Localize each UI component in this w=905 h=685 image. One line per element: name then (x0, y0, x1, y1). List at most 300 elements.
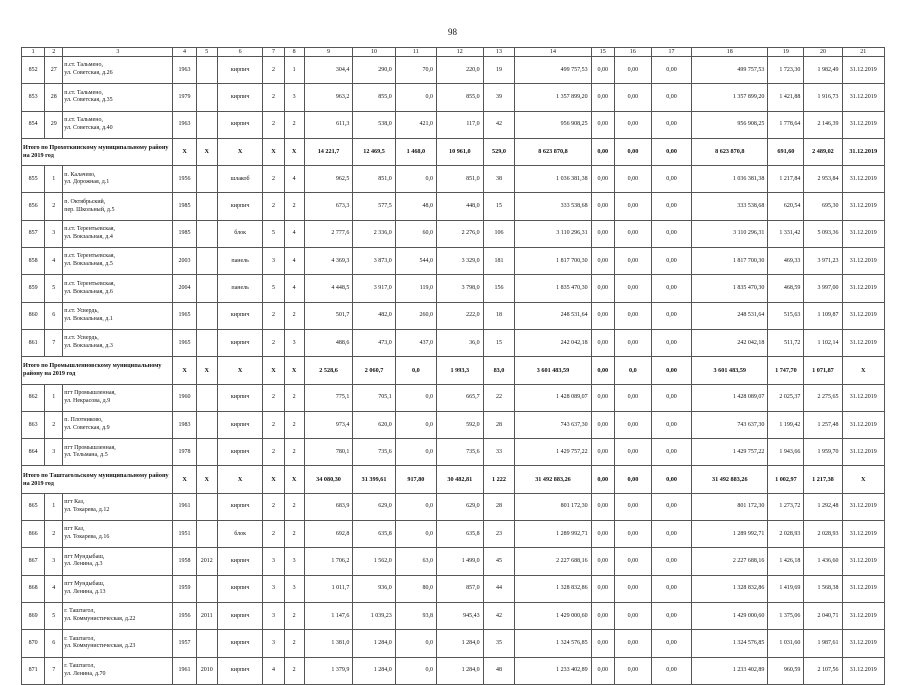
table-cell: 743 637,30 (515, 411, 591, 438)
table-cell (196, 248, 217, 275)
table-cell: 31.12.2019 (842, 275, 885, 302)
address-cell: п.ст. Тальмено, ул. Советская, д.35 (63, 84, 173, 111)
table-cell: 855,0 (437, 84, 484, 111)
table-cell: 4 448,5 (304, 275, 353, 302)
table-cell: 1 357 899,20 (515, 84, 591, 111)
column-number: 4 (173, 48, 196, 57)
total-cell: 3 601 483,59 (515, 357, 591, 384)
table-cell: 0,00 (591, 630, 614, 657)
table-cell: 333 538,68 (515, 193, 591, 220)
table-cell: панель (217, 248, 263, 275)
total-cell: 2 528,6 (304, 357, 353, 384)
table-cell: 0,00 (614, 439, 651, 466)
table-cell: 0,00 (591, 411, 614, 438)
table-cell: 3 971,23 (804, 248, 842, 275)
table-cell: 31.12.2019 (842, 329, 885, 356)
table-cell: 1 375,06 (768, 602, 804, 629)
table-cell: 0,00 (614, 329, 651, 356)
address-cell: п.ст. Усвердь, ул. Вокзальная, д.1 (63, 302, 173, 329)
table-cell: кирпич (217, 493, 263, 520)
table-cell: 1 328 832,86 (692, 575, 768, 602)
table-cell (196, 57, 217, 84)
table-cell: 1963 (173, 111, 196, 138)
column-number: 15 (591, 48, 614, 57)
table-cell: 0,00 (591, 548, 614, 575)
table-cell: 2 (263, 166, 284, 193)
total-cell: 8 623 870,8 (692, 138, 768, 165)
total-cell: X (842, 466, 885, 493)
table-cell: 0,0 (395, 411, 436, 438)
table-cell: 868 (22, 575, 45, 602)
table-cell: 855 (22, 166, 45, 193)
table-cell: 1 419,69 (768, 575, 804, 602)
table-row (22, 193, 885, 220)
column-number: 21 (842, 48, 885, 57)
table-cell: 1 436,60 (804, 548, 842, 575)
table-cell: 2 028,93 (804, 521, 842, 548)
table-cell: 15 (483, 193, 515, 220)
table-cell: 28 (483, 411, 515, 438)
table-cell: 1957 (173, 630, 196, 657)
table-cell: 0,00 (614, 84, 651, 111)
total-cell: 10 961,0 (437, 138, 484, 165)
table-cell: 2 (45, 193, 63, 220)
table-cell: 2 (284, 193, 304, 220)
table-cell: 0,0 (395, 630, 436, 657)
table-cell: 2 227 688,16 (515, 548, 591, 575)
table-cell: 620,0 (353, 411, 395, 438)
table-cell: 743 637,30 (692, 411, 768, 438)
column-number: 10 (353, 48, 395, 57)
table-cell: 1 959,70 (804, 439, 842, 466)
table-cell: 333 538,68 (692, 193, 768, 220)
table-cell: 1965 (173, 329, 196, 356)
table-cell: 673,3 (304, 193, 353, 220)
table-cell: 42 (483, 111, 515, 138)
table-cell: блок (217, 220, 263, 247)
table-cell: кирпич (217, 630, 263, 657)
table-cell: кирпич (217, 384, 263, 411)
address-cell: г. Таштагол, ул. Ленина, д.70 (63, 657, 173, 684)
housing-register-table (21, 47, 885, 685)
table-cell: 973,4 (304, 411, 353, 438)
table-cell: 27 (45, 57, 63, 84)
table-cell: 735,6 (353, 439, 395, 466)
table-cell: 0,00 (651, 602, 691, 629)
total-cell: 3 601 483,59 (692, 357, 768, 384)
table-cell (196, 111, 217, 138)
table-cell: 629,0 (353, 493, 395, 520)
table-cell: 871 (22, 657, 45, 684)
table-cell: 2 107,56 (804, 657, 842, 684)
table-cell: 3 (45, 439, 63, 466)
table-cell (196, 575, 217, 602)
table-cell: 2 227 688,16 (692, 548, 768, 575)
table-cell: 1 (45, 384, 63, 411)
table-cell: 629,0 (437, 493, 484, 520)
table-cell: 0,0 (395, 384, 436, 411)
table-cell: 3 (45, 548, 63, 575)
table-cell: 1 292,48 (804, 493, 842, 520)
table-cell: 0,00 (591, 275, 614, 302)
table-cell: 1 328 832,86 (515, 575, 591, 602)
total-cell: 0,00 (651, 138, 691, 165)
table-cell: 2004 (173, 275, 196, 302)
table-cell: 0,00 (651, 111, 691, 138)
table-cell: 1 233 402,89 (515, 657, 591, 684)
table-cell: 735,6 (437, 439, 484, 466)
total-row (22, 357, 885, 384)
address-cell: п.ст. Тальмено, ул. Советская, д.40 (63, 111, 173, 138)
table-cell: 0,00 (614, 521, 651, 548)
column-number: 18 (692, 48, 768, 57)
total-cell: 8 623 870,8 (515, 138, 591, 165)
table-cell: 1 (284, 57, 304, 84)
table-cell: 499 757,53 (692, 57, 768, 84)
table-cell: 577,5 (353, 193, 395, 220)
table-cell: 0,00 (614, 548, 651, 575)
table-cell: 468,59 (768, 275, 804, 302)
table-cell (196, 166, 217, 193)
table-row (22, 657, 885, 684)
table-cell: 31.12.2019 (842, 493, 885, 520)
table-cell: 242 042,18 (692, 329, 768, 356)
table-cell: кирпич (217, 602, 263, 629)
table-cell: 0,00 (591, 329, 614, 356)
table-cell: 869 (22, 602, 45, 629)
table-cell: 3 (263, 602, 284, 629)
table-cell: 1 233 402,89 (692, 657, 768, 684)
table-row (22, 548, 885, 575)
table-cell: 511,72 (768, 329, 804, 356)
table-cell: 3 873,0 (353, 248, 395, 275)
total-cell: 1 222 (483, 466, 515, 493)
table-cell: 1 835 470,30 (692, 275, 768, 302)
table-cell: 2 (263, 84, 284, 111)
table-cell: 801 172,30 (692, 493, 768, 520)
table-cell: 1 426,18 (768, 548, 804, 575)
table-cell: 0,00 (591, 84, 614, 111)
table-cell: 0,00 (651, 166, 691, 193)
total-cell: 0,00 (614, 138, 651, 165)
table-cell: 635,8 (437, 521, 484, 548)
total-cell: 14 221,7 (304, 138, 353, 165)
table-row (22, 602, 885, 629)
column-number: 8 (284, 48, 304, 57)
table-cell: 5 (45, 602, 63, 629)
table-cell: 620,54 (768, 193, 804, 220)
table-cell: 0,00 (651, 220, 691, 247)
table-cell: 0,00 (614, 220, 651, 247)
table-cell: 3 917,0 (353, 275, 395, 302)
table-cell (196, 630, 217, 657)
table-cell: 962,5 (304, 166, 353, 193)
address-cell: пгт Мундыбаш, ул. Ленина, д.13 (63, 575, 173, 602)
address-cell: п. Калачево, ул. Дорожная, д.1 (63, 166, 173, 193)
table-cell: 0,0 (395, 493, 436, 520)
table-cell: 1 284,0 (437, 657, 484, 684)
table-cell: 0,00 (651, 548, 691, 575)
total-cell: 917,80 (395, 466, 436, 493)
table-cell: 1 357 899,20 (692, 84, 768, 111)
table-cell: 22 (483, 384, 515, 411)
table-cell: 0,00 (614, 275, 651, 302)
table-cell: 28 (483, 493, 515, 520)
table-cell: 488,6 (304, 329, 353, 356)
column-number: 11 (395, 48, 436, 57)
total-cell: X (263, 466, 284, 493)
table-cell: 0,00 (651, 329, 691, 356)
table-cell: 0,00 (651, 193, 691, 220)
table-cell: 4 (284, 275, 304, 302)
table-cell: 2 (263, 411, 284, 438)
table-cell: 1958 (173, 548, 196, 575)
table-cell: 1 011,7 (304, 575, 353, 602)
table-cell: 5 093,36 (804, 220, 842, 247)
table-cell: 1978 (173, 439, 196, 466)
total-cell: X (217, 357, 263, 384)
total-cell: X (196, 138, 217, 165)
table-cell: 2 336,0 (353, 220, 395, 247)
table-cell: 0,00 (651, 411, 691, 438)
table-cell: 2 146,39 (804, 111, 842, 138)
table-cell: 0,00 (591, 111, 614, 138)
column-number: 13 (483, 48, 515, 57)
table-row (22, 439, 885, 466)
table-row (22, 329, 885, 356)
total-cell: 0,0 (395, 357, 436, 384)
table-cell (196, 193, 217, 220)
table-cell: 855,0 (353, 84, 395, 111)
table-cell: 45 (483, 548, 515, 575)
table-cell: панель (217, 275, 263, 302)
table-cell: 1 817 700,30 (515, 248, 591, 275)
table-cell: 1 217,84 (768, 166, 804, 193)
table-cell: 2011 (196, 602, 217, 629)
table-cell: 861 (22, 329, 45, 356)
table-cell: 80,0 (395, 575, 436, 602)
table-cell: 2 (284, 521, 304, 548)
table-cell: 3 (284, 329, 304, 356)
table-cell: 1956 (173, 602, 196, 629)
total-row (22, 466, 885, 493)
table-cell: 156 (483, 275, 515, 302)
table-cell: 5 (45, 275, 63, 302)
table-cell: 31.12.2019 (842, 602, 885, 629)
table-cell: 1 147,6 (304, 602, 353, 629)
table-cell: 1 273,72 (768, 493, 804, 520)
total-cell: 31 492 883,26 (692, 466, 768, 493)
table-cell: кирпич (217, 657, 263, 684)
table-cell: 2 (284, 439, 304, 466)
table-cell: 5 (263, 275, 284, 302)
table-cell: 31.12.2019 (842, 384, 885, 411)
table-cell: 854 (22, 111, 45, 138)
table-cell: 2 (284, 657, 304, 684)
total-cell: X (173, 357, 196, 384)
table-cell: 1956 (173, 166, 196, 193)
table-cell: 28 (45, 84, 63, 111)
table-cell: 2 (284, 111, 304, 138)
table-cell: 33 (483, 439, 515, 466)
table-cell: 473,0 (353, 329, 395, 356)
address-cell: пгт Промышленная, ул. Тельмана, д.5 (63, 439, 173, 466)
column-number: 20 (804, 48, 842, 57)
column-number: 1 (22, 48, 45, 57)
table-cell: 18 (483, 302, 515, 329)
table-cell: 635,8 (353, 521, 395, 548)
table-cell: 956 908,25 (692, 111, 768, 138)
table-cell: 0,0 (395, 439, 436, 466)
table-cell: кирпич (217, 329, 263, 356)
table-cell: 1 257,48 (804, 411, 842, 438)
table-cell: 1 039,23 (353, 602, 395, 629)
table-cell: 0,00 (651, 57, 691, 84)
total-label: Итого по Промышленновскому муниципальному району на 2019 год (22, 357, 173, 384)
table-cell: 851,0 (353, 166, 395, 193)
total-cell: 12 469,5 (353, 138, 395, 165)
table-cell: 38 (483, 166, 515, 193)
table-cell: 801 172,30 (515, 493, 591, 520)
table-cell: 858 (22, 248, 45, 275)
table-cell (196, 384, 217, 411)
table-cell: 0,00 (614, 302, 651, 329)
table-cell: 859 (22, 275, 45, 302)
table-cell: 31.12.2019 (842, 248, 885, 275)
table-cell: 0,00 (651, 384, 691, 411)
table-cell: 1961 (173, 657, 196, 684)
table-cell: 3 (45, 220, 63, 247)
address-cell: г. Таштагол, ул. Коммунистическая, д.22 (63, 602, 173, 629)
table-cell: 0,00 (591, 521, 614, 548)
table-cell: 0,00 (651, 84, 691, 111)
table-cell: 2012 (196, 548, 217, 575)
table-cell: 7 (45, 657, 63, 684)
table-row (22, 84, 885, 111)
table-cell: 1 102,14 (804, 329, 842, 356)
table-cell: 31.12.2019 (842, 302, 885, 329)
table-cell: 63,0 (395, 548, 436, 575)
table-cell: 29 (45, 111, 63, 138)
table-cell (196, 493, 217, 520)
table-cell: 775,1 (304, 384, 353, 411)
table-cell: 181 (483, 248, 515, 275)
table-cell: 870 (22, 630, 45, 657)
table-cell: 1 723,30 (768, 57, 804, 84)
address-cell: п.ст. Терентьевская, ул. Вокзальная, д.6 (63, 275, 173, 302)
table-cell: 19 (483, 57, 515, 84)
total-cell: X (217, 466, 263, 493)
table-cell: 1 499,0 (437, 548, 484, 575)
table-cell: 437,0 (395, 329, 436, 356)
table-cell: 1 (45, 493, 63, 520)
table-cell: 2 (284, 630, 304, 657)
table-cell: 1 778,64 (768, 111, 804, 138)
table-cell: 1 289 992,71 (515, 521, 591, 548)
table-cell: 705,1 (353, 384, 395, 411)
column-number: 16 (614, 48, 651, 57)
table-cell (196, 302, 217, 329)
total-cell: 1 468,0 (395, 138, 436, 165)
total-cell: 0,00 (651, 466, 691, 493)
table-cell: 1 324 576,85 (515, 630, 591, 657)
table-cell: 3 110 296,31 (515, 220, 591, 247)
table-cell: 0,00 (614, 602, 651, 629)
table-cell: 2 (45, 411, 63, 438)
table-cell: 0,00 (591, 248, 614, 275)
table-cell: 0,0 (395, 521, 436, 548)
table-cell: 2 (284, 384, 304, 411)
table-cell: 0,00 (651, 575, 691, 602)
table-row (22, 630, 885, 657)
table-cell: 1 284,0 (353, 630, 395, 657)
table-cell: 864 (22, 439, 45, 466)
table-cell: 31.12.2019 (842, 548, 885, 575)
table-cell: 0,0 (395, 84, 436, 111)
total-cell: 31 492 883,26 (515, 466, 591, 493)
table-cell: 469,33 (768, 248, 804, 275)
column-number: 7 (263, 48, 284, 57)
total-cell: X (263, 357, 284, 384)
table-cell: 2 025,37 (768, 384, 804, 411)
table-cell: 1 982,49 (804, 57, 842, 84)
table-cell: 4 (45, 575, 63, 602)
table-cell: 1 428 089,07 (692, 384, 768, 411)
table-cell: 2 (263, 439, 284, 466)
table-cell: 2 (263, 57, 284, 84)
table-cell: 1 835 470,30 (515, 275, 591, 302)
table-cell: 1951 (173, 521, 196, 548)
table-cell: 0,00 (591, 384, 614, 411)
table-cell: 1 289 992,71 (692, 521, 768, 548)
table-cell: кирпич (217, 111, 263, 138)
table-cell: 960,59 (768, 657, 804, 684)
table-cell: 862 (22, 384, 45, 411)
total-cell: 0,00 (591, 357, 614, 384)
table-cell: 0,00 (614, 384, 651, 411)
table-cell: 3 (284, 548, 304, 575)
table-cell: 60,0 (395, 220, 436, 247)
total-cell: 34 080,30 (304, 466, 353, 493)
table-cell: 2 (284, 602, 304, 629)
table-cell: кирпич (217, 548, 263, 575)
table-cell: 0,00 (651, 248, 691, 275)
table-cell: 2 (263, 111, 284, 138)
table-cell: 936,0 (353, 575, 395, 602)
table-cell: 31.12.2019 (842, 575, 885, 602)
address-cell: п.ст. Терентьевская, ул. Вокзальная, д.4 (63, 220, 173, 247)
table-cell: 31.12.2019 (842, 111, 885, 138)
table-cell: 1 817 700,30 (692, 248, 768, 275)
table-cell: кирпич (217, 57, 263, 84)
total-cell: X (263, 138, 284, 165)
table-cell: 2 (45, 521, 63, 548)
table-cell: 1 987,61 (804, 630, 842, 657)
total-cell: X (173, 138, 196, 165)
total-label: Итого по Таштагольскому муниципальному району на 2019 год (22, 466, 173, 493)
table-cell: 0,00 (591, 602, 614, 629)
table-cell: 0,00 (651, 521, 691, 548)
total-cell: X (284, 466, 304, 493)
table-cell: 4 (284, 220, 304, 247)
table-cell: 1959 (173, 575, 196, 602)
total-cell: 2 060,7 (353, 357, 395, 384)
table-cell: 0,00 (591, 193, 614, 220)
table-cell: 0,00 (591, 302, 614, 329)
table-cell: кирпич (217, 84, 263, 111)
total-cell: X (196, 466, 217, 493)
table-cell: 1 562,0 (353, 548, 395, 575)
